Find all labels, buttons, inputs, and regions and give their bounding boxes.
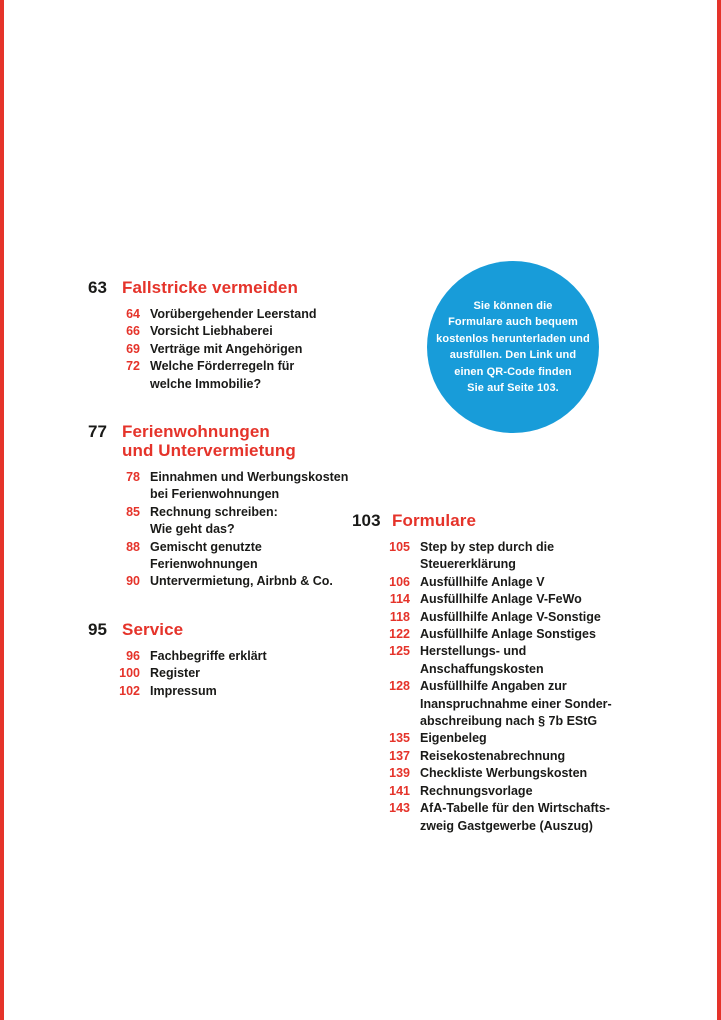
toc-item <box>88 358 364 393</box>
toc-item-title: Register <box>150 666 201 681</box>
toc-section <box>88 278 364 393</box>
toc-section-number: 63 <box>88 278 108 297</box>
toc-item-page-number: 122 <box>389 627 410 642</box>
toc-item <box>352 643 682 678</box>
bubble-line: einen QR-Code finden <box>454 365 572 378</box>
toc-item <box>88 341 364 358</box>
toc-left-column <box>88 278 364 729</box>
toc-item-title: Fachbegriffe erklärt <box>150 648 267 663</box>
toc-item <box>352 609 682 626</box>
toc-item-page-number: 102 <box>119 683 140 698</box>
toc-item <box>352 783 682 800</box>
toc-item <box>352 748 682 765</box>
toc-item-title: Step by step durch die Steuererklärung <box>420 540 555 572</box>
toc-section-title: Formulare <box>392 511 477 530</box>
toc-item-title: Rechnung schreiben: Wie geht das? <box>150 504 278 537</box>
toc-item-page-number: 105 <box>389 540 410 554</box>
toc-item <box>88 306 364 323</box>
toc-item-title: AfA-Tabelle für den Wirtschafts- zweig Gastgewerbe (Auszug) <box>420 801 610 833</box>
toc-item-page-number: 72 <box>126 359 140 374</box>
toc-item-page-number: 135 <box>389 731 410 746</box>
toc-item <box>88 469 364 504</box>
toc-item <box>352 800 682 835</box>
toc-item-title: Eigenbeleg <box>420 731 487 746</box>
toc-item-title: Ausfüllhilfe Angaben zur Inanspruchnahme einer Sonder- abschreibung nach § 7b EStG <box>420 679 612 729</box>
toc-item <box>352 591 682 608</box>
toc-item-page-number: 125 <box>389 644 410 659</box>
page-edge-bar-left <box>0 0 4 1020</box>
toc-item <box>88 539 364 574</box>
toc-item-title: Vorsicht Liebhaberei <box>150 324 273 339</box>
toc-section-header <box>88 620 364 639</box>
bubble-line: kostenlos herunterladen und <box>436 332 590 345</box>
toc-item-page-number: 139 <box>389 766 410 781</box>
page-edge-bar-right <box>717 0 721 1020</box>
toc-section-header <box>88 278 364 297</box>
toc-item-title: Ausfüllhilfe Anlage V <box>420 574 545 589</box>
toc-item-title: Ausfüllhilfe Anlage V-Sonstige <box>420 609 601 624</box>
toc-item-title: Vorübergehender Leerstand <box>150 307 317 321</box>
toc-item-page-number: 96 <box>126 648 140 663</box>
toc-section-header <box>352 511 682 530</box>
toc-section-number: 95 <box>88 619 108 639</box>
toc-item <box>88 504 364 539</box>
bubble-line: ausfüllen. Den Link und <box>449 349 577 361</box>
toc-item-page-number: 141 <box>389 783 410 798</box>
toc-section-title: Ferienwohnungen und Untervermietung <box>122 422 296 461</box>
toc-item-page-number: 85 <box>126 504 140 519</box>
toc-section <box>352 511 682 835</box>
toc-item-title: Untervermietung, Airbnb & Co. <box>150 574 333 589</box>
toc-section <box>88 620 364 700</box>
toc-item-page-number: 66 <box>126 324 140 339</box>
toc-right-column <box>352 511 682 864</box>
toc-item-title: Welche Förderregeln für welche Immobilie? <box>150 359 295 391</box>
toc-item-title: Ausfüllhilfe Anlage V-FeWo <box>420 592 582 607</box>
toc-section-header <box>88 422 364 460</box>
info-bubble <box>427 261 599 433</box>
toc-section-title: Fallstricke vermeiden <box>122 278 298 297</box>
toc-item-title: Reisekostenabrechnung <box>420 748 566 763</box>
toc-section-number: 77 <box>88 422 108 442</box>
toc-item <box>88 665 364 682</box>
toc-item-page-number: 69 <box>126 341 140 356</box>
toc-item <box>88 683 364 700</box>
toc-item-page-number: 100 <box>119 666 140 681</box>
toc-item-title: Herstellungs- und Anschaffungskosten <box>420 644 544 676</box>
toc-item <box>352 765 682 782</box>
toc-item-page-number: 114 <box>389 592 410 607</box>
toc-item <box>88 648 364 665</box>
toc-item-page-number: 118 <box>389 609 410 624</box>
toc-item-title: Rechnungsvorlage <box>420 783 533 798</box>
toc-item-title: Impressum <box>150 683 217 698</box>
toc-item-page-number: 137 <box>389 748 410 763</box>
toc-item <box>352 730 682 747</box>
toc-item-page-number: 143 <box>389 801 410 816</box>
toc-item <box>352 626 682 643</box>
toc-item-title: Checkliste Werbungskosten <box>420 766 588 781</box>
bubble-line: Formulare auch bequem <box>448 316 578 328</box>
bubble-line: Sie können die <box>473 299 553 312</box>
toc-item <box>352 539 682 574</box>
toc-section <box>88 422 364 591</box>
bubble-line: Sie auf Seite 103. <box>467 382 559 394</box>
toc-item-page-number: 88 <box>126 539 140 554</box>
toc-item-title: Gemischt genutzte Ferienwohnungen <box>150 539 262 572</box>
toc-item <box>352 574 682 591</box>
toc-section-title: Service <box>122 619 184 639</box>
toc-item-title: Einnahmen und Werbungskosten bei Ferienwohnungen <box>150 470 349 502</box>
toc-item <box>88 323 364 340</box>
toc-section-number: 103 <box>352 511 381 530</box>
toc-item-title: Ausfüllhilfe Anlage Sonstiges <box>420 627 596 642</box>
toc-item-page-number: 64 <box>126 307 140 321</box>
toc-item <box>88 573 364 590</box>
info-bubble-text <box>436 298 590 397</box>
toc-item <box>352 678 682 730</box>
toc-item-page-number: 78 <box>126 470 140 485</box>
toc-item-page-number: 90 <box>126 574 140 589</box>
toc-item-page-number: 128 <box>389 679 410 694</box>
toc-item-title: Verträge mit Angehörigen <box>150 341 303 356</box>
toc-item-page-number: 106 <box>389 574 410 589</box>
